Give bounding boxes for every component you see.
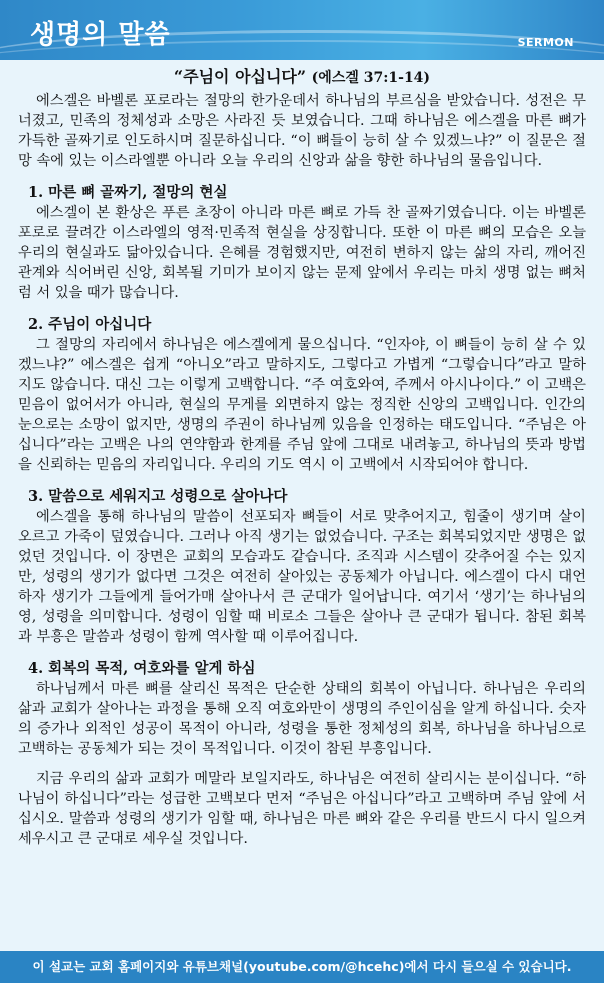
sermon-title — [18, 64, 586, 87]
footer-notice: 이 설교는 교회 홈페이지와 유튜브채널(youtube.com/@hcehc)에서 다시 들으실 수 있습니다. — [0, 951, 604, 983]
section-body: 에스겔을 통해 하나님의 말씀이 선포되자 뼈들이 서로 맞추어지고, 힘줄이 생기며 살이 오르고 가죽이 덮였습니다. 그러나 아직 생기는 없었습니다. 구조는 회복되었지만 생명은 없었던 것입니다. 이 장면은 교회의 모습과도 같습니다. 조직과 시스템이 갖추어질 수는 있지만, 성령의 생기가 없다면 그것은 여전히 살아있는 공동체가 아닙니다. 에스겔이 다시 대언하자 생기가 그들에게 들어가매 살아나서 큰 군대가 일어납니다. 여기서 ‘생기’는 하나님의 영, 성령을 의미합니다. 성령이 임할 때 비로소 그들은 살아나 큰 군대가 됩니다. 참된 회복과 부흥은 말씀과 성령이 함께 역사할 때 이루어집니다. — [18, 509, 586, 645]
section-heading: 1. 마른 뼈 골짜기, 절망의 현실 — [28, 184, 228, 201]
section-body: 그 절망의 자리에서 하나님은 에스겔에게 물으십니다. “인자야, 이 뼈들이 능히 살 수 있겠느냐?” 에스겔은 쉽게 “아니오”라고 말하지도, 그렇다고 가볍게 “그렇습니다”라고 말하지도 않습니다. 대신 그는 이렇게 고백합니다. “주 여호와여, 주께서 아시나이다.” 이 고백은 믿음이 없어서가 아니라, 현실의 무게를 외면하지 않는 정직한 신앙의 고백입니다. 인간의 눈으로는 소망이 없지만, 생명의 주권이 하나님께 있음을 인정하는 태도입니다. “주님은 아십니다”라는 고백은 나의 연약함과 한계를 주님 앞에 그대로 내려놓고, 하나님의 뜻과 방법을 신뢰하는 믿음의 자리입니다. 우리의 기도 역시 이 고백에서 시작되어야 합니다. — [18, 337, 586, 473]
section-title: 생명의 말씀 — [30, 20, 171, 50]
intro-paragraph: 에스겔은 바벨론 포로라는 절망의 한가운데서 하나님의 부르심을 받았습니다. 성전은 무너졌고, 민족의 정체성과 소망은 사라진 듯 보였습니다. 그때 하나님은 에스겔을 마른 뼈가 가득한 골짜기로 인도하시며 질문하십니다. “이 뼈들이 능히 살 수 있겠느냐?” 이 질문은 절망 속에 있는 이스라엘뿐 아니라 오늘 우리의 신앙과 삶을 향한 하나님의 물음입니다. — [18, 93, 586, 169]
section-heading: 3. 말씀으로 세워지고 성령으로 살아나다 — [28, 488, 288, 505]
section-body: 에스겔이 본 환상은 푸른 초장이 아니라 마른 뼈로 가득 찬 골짜기였습니다. 이는 바벨론 포로로 끌려간 이스라엘의 영적·민족적 현실을 상징합니다. 또한 이 마른 뼈의 모습은 오늘 우리의 현실과도 닮아있습니다. 은혜를 경험했지만, 여전히 변하지 않는 삶의 자리, 깨어진 관계와 식어버린 신앙, 회복될 기미가 보이지 않는 문제 앞에서 우리는 마치 생명 없는 뼈처럼 서 있을 때가 많습니다. — [18, 205, 586, 301]
scripture-reference: (에스겔 37:1-14) — [311, 70, 431, 86]
section-body: 하나님께서 마른 뼈를 살리신 목적은 단순한 상태의 회복이 아닙니다. 하나님은 우리의 삶과 교회가 살아나는 과정을 통해 오직 여호와만이 생명의 주인이심을 알게 하십니다. 숫자의 증가나 외적인 성공이 목적이 아니라, 성령을 통한 정체성의 회복, 하나님을 하나님으로 고백하는 공동체가 되는 것이 목적입니다. 이것이 참된 부흥입니다. — [18, 681, 586, 757]
section-heading: 2. 주님이 아십니다 — [28, 316, 152, 333]
sermon-content — [18, 64, 586, 849]
sermon-title-text: “주님이 아십니다” — [173, 67, 307, 86]
header-banner — [0, 0, 604, 60]
section-tag: SERMON — [517, 36, 574, 49]
closing-paragraph: 지금 우리의 삶과 교회가 메말라 보일지라도, 하나님은 여전히 살리시는 분이십니다. “하나님이 하십니다”라는 성급한 고백보다 먼저 “주님은 아십니다”라고 고백하며 주님 앞에 서십시오. 말씀과 성령의 생기가 임할 때, 하나님은 마른 뼈와 같은 우리를 반드시 다시 일으켜 세우시고 큰 군대로 세우실 것입니다. — [18, 771, 586, 847]
section-heading: 4. 회복의 목적, 여호와를 알게 하심 — [28, 660, 256, 677]
